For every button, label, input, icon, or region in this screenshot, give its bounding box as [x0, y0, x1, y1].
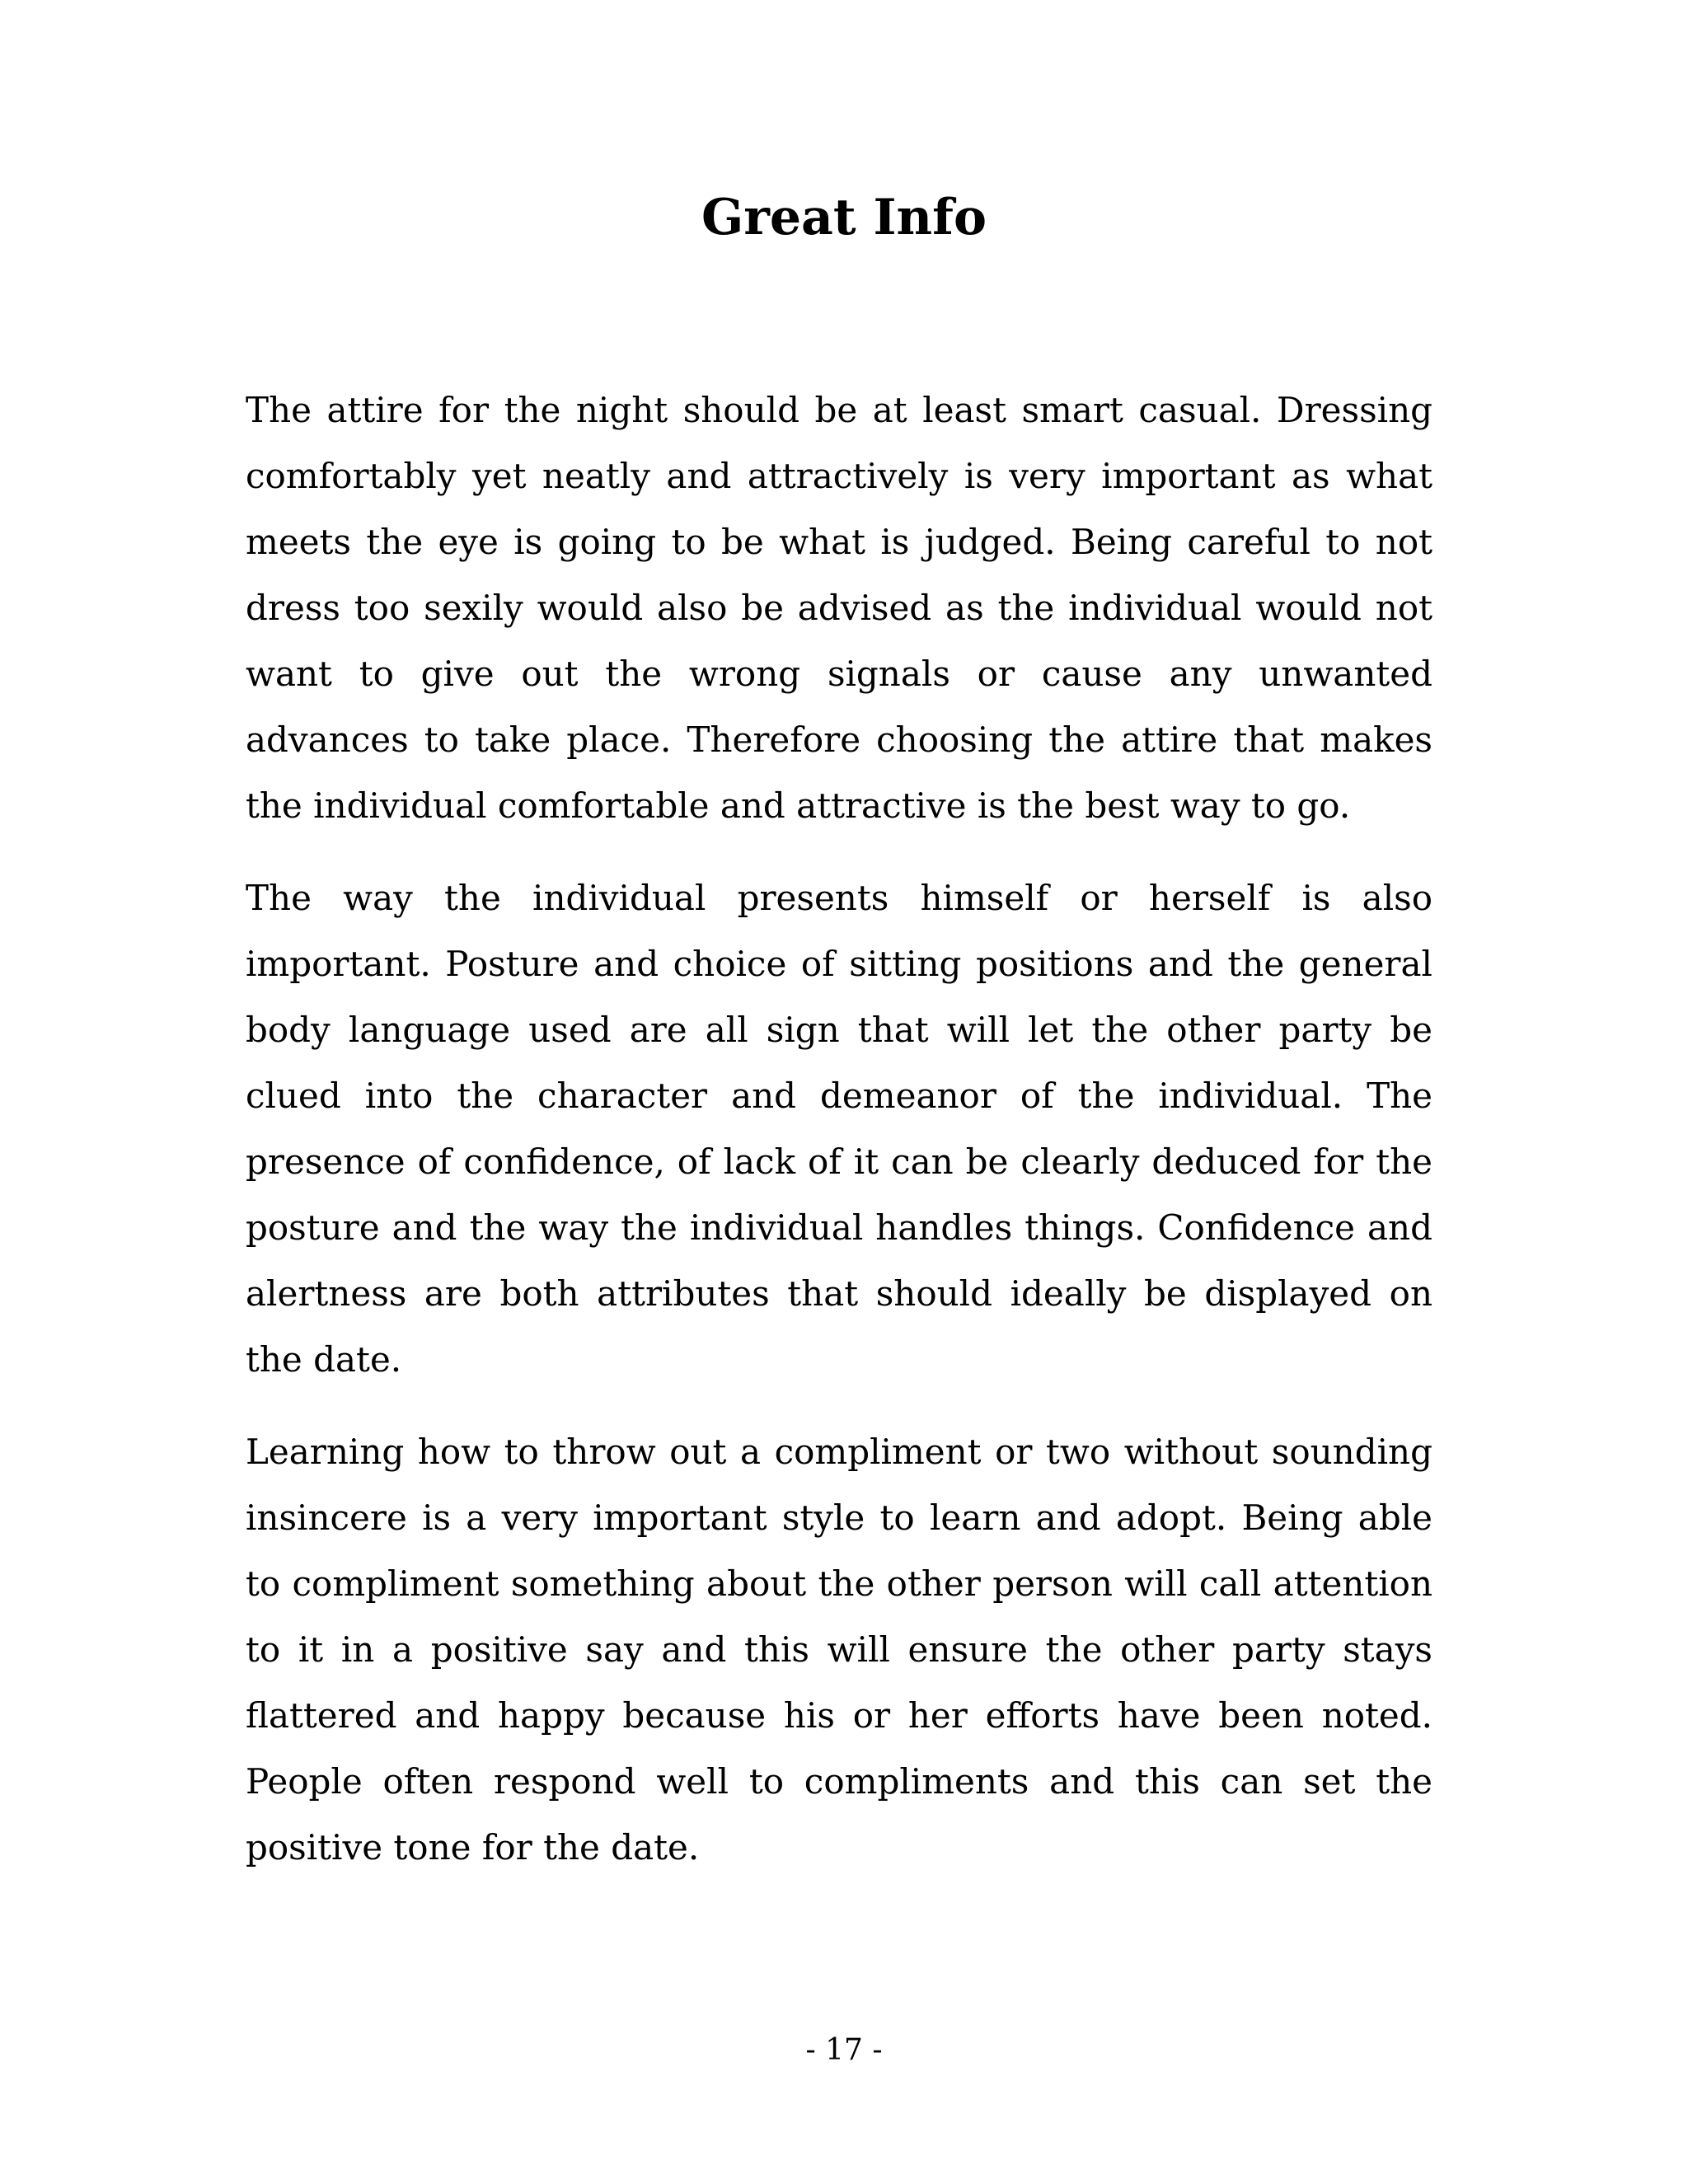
- page-number: - 17 -: [805, 2033, 883, 2067]
- paragraph-attire: The attire for the night should be at least smart casual. Dressing comfortably yet neatly and attractively is very important as what meets the eye is going to be what is judged. Being careful to not dress too sexily would also be advised as the individual would not want to give out the wrong signals or cause any unwanted advances to take place. Therefore choosing the attire that makes the individual comfortable and attractive is the best way to go.: [246, 390, 1432, 826]
- body-text: [246, 377, 1432, 1907]
- paragraph-presentation: The way the individual presents himself or herself is also important. Posture and choice of sitting positions and the general body language used are all sign that will let the other party be clued into the character and demeanor of the individual. The presence of confidence, of lack of it can be clearly deduced for the posture and the way the individual handles things. Confidence and alertness are both attributes that should ideally be displayed on the date.: [246, 878, 1432, 1380]
- page-title: Great Info: [701, 189, 987, 246]
- paragraph-compliments: Learning how to throw out a compliment or two without sounding insincere is a very important style to learn and adopt. Being able to compliment something about the other person will call attention to it in a positive say and this will ensure the other party stays flattered and happy because his or her efforts have been noted. People often respond well to compliments and this can set the positive tone for the date.: [246, 1432, 1432, 1868]
